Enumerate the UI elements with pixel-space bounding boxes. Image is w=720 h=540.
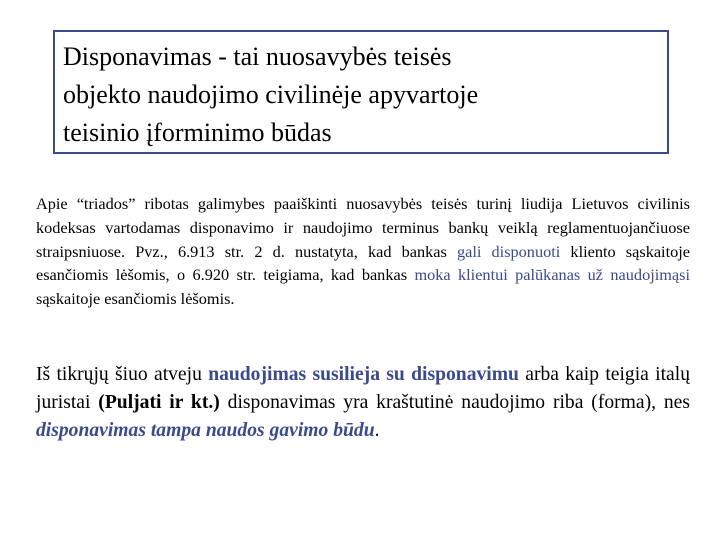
paragraph-text: sąskaitoje esančiomis lėšomis. <box>36 289 235 309</box>
paragraph-text: arba kaip teigia italų juristai <box>36 364 690 413</box>
paragraph-text: . <box>374 420 380 441</box>
title-box <box>53 30 669 154</box>
paragraph-text: Apie “triados” ribotas galimybes paaiškinti nuosavybės teisės turinį liudija Lietuvos civilinis kodeksas vartodamas disponavimo ir naudojimo terminus bankų veiklą reglamentuojančiuose straipsniuose. Pvz., 6.913 str. 2 d. nustatyta, kad bankas <box>36 194 690 261</box>
bold-puljati: (Puljati ir kt.) <box>98 392 220 413</box>
slide-title: Disponavimas - tai nuosavybės teisės objekto naudojimo civilinėje apyvartoje teisinio įforminimo būdas <box>63 42 479 147</box>
paragraph-conclusion <box>36 361 690 445</box>
highlight-naudojimas-susilieja: naudojimas susilieja su disponavimu <box>208 364 519 385</box>
highlight-gali-disponuoti: gali disponuoti <box>456 241 561 261</box>
highlight-disponavimas-tampa: disponavimas tampa naudos gavimo būdu <box>36 420 375 441</box>
paragraph-text: Iš tikrųjų šiuo atveju <box>36 364 209 385</box>
paragraph-text: kliento sąskaitoje esančiomis lėšomis, o 6.920 str. teigiama, kad bankas <box>36 241 690 285</box>
paragraph-triad <box>36 192 690 311</box>
highlight-moka-klientui: moka klientui palūkanas už naudojimąsi <box>414 265 691 285</box>
paragraph-text: disponavimas yra kraštutinė naudojimo riba (forma), nes <box>219 392 691 413</box>
